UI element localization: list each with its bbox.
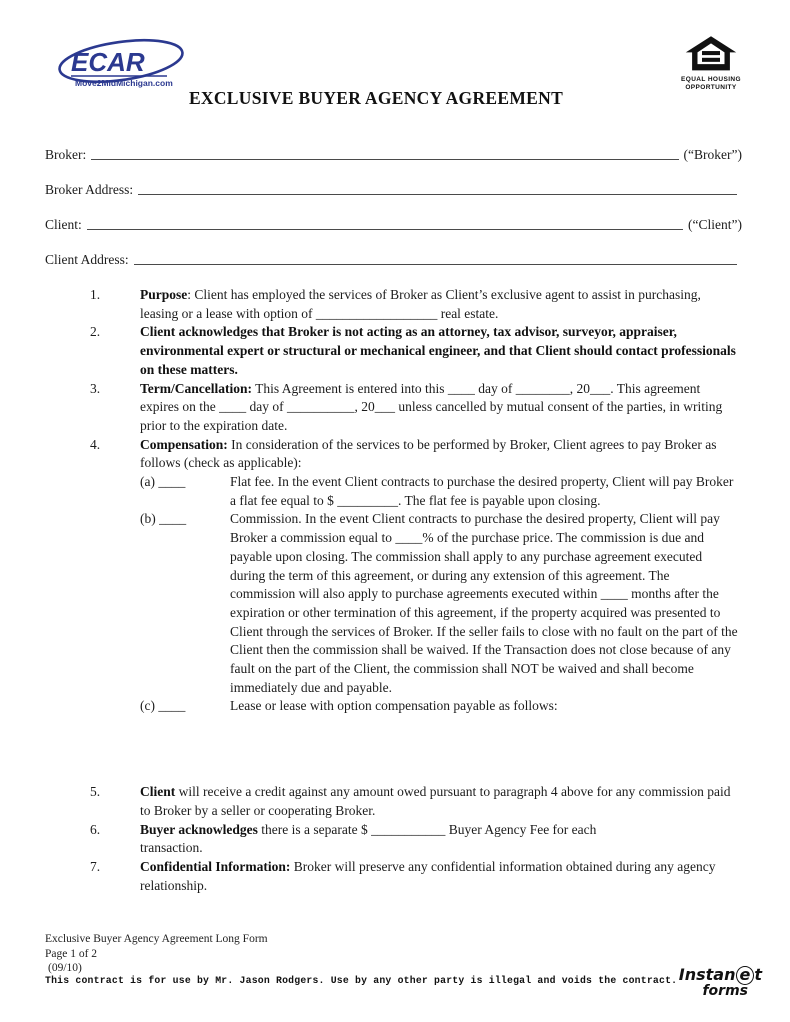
clause-number: 4. bbox=[90, 436, 101, 452]
broker-address-field-label: Broker Address: bbox=[45, 182, 134, 197]
sub-clause-text: Flat fee. In the event Client contracts to purchase the desired property, Client will pay Broker a flat fee equal to $ _________. The flat fee is payable upon closing. bbox=[230, 474, 734, 508]
ecar-logo-text: ECAR bbox=[71, 47, 145, 77]
clause-number: 1. bbox=[90, 287, 101, 302]
equal-housing-house-icon bbox=[684, 36, 738, 76]
client-address-field-row bbox=[45, 248, 742, 268]
party-fields bbox=[45, 143, 742, 283]
sub-clause-text: Commission. In the event Client contracts to purchase the desired property, Client will pay Broker a commission equal to ____% of the purchase price. The commission is due and payable upon closing. The commission shall apply to any purchase agreement executed during the term of this agreement, or during any extension of this agreement. The commission will also apply to purchase agreements executed within ____ months after the expiration or other termination of this agreement, if the property acquired was presented to Client through the services of Broker. If the seller fails to close with no fault on the part of the Client then the commission shall be waived. If the Transaction does not close because of any fault on the part of the Client, the commission shall NOT be waived and shall become immediately due and payable. bbox=[230, 511, 738, 695]
client-field-suffix: (“Client”) bbox=[688, 217, 742, 232]
instanet-logo-line2: forms bbox=[702, 983, 748, 999]
clause-text: Term/Cancellation: This Agreement is entered into this ____ day of ________, 20___. This agreement expires on the ____ day of __________, 20___ unless cancelled by mutual consent of the parties, in writing prior to the expiration date. bbox=[140, 380, 723, 433]
clause-text: Buyer acknowledges there is a separate $ ___________ Buyer Agency Fee for each transaction. bbox=[140, 821, 597, 856]
broker-field-row bbox=[45, 143, 742, 163]
clause-4b-commission bbox=[140, 510, 738, 697]
clause-7-confidential-information bbox=[90, 858, 738, 895]
clause-number: 3. bbox=[90, 380, 101, 396]
footer-form-info bbox=[45, 932, 268, 976]
footer-license-notice: This contract is for use by Mr. Jason Rodgers. Use by any other party is illegal and voids the contract. bbox=[45, 975, 678, 986]
sub-clause-label: (a) ____ bbox=[140, 474, 186, 490]
clause-list bbox=[90, 286, 738, 895]
clause-text: Client will receive a credit against any amount owed pursuant to paragraph 4 above for any commission paid to Broker by a seller or cooperating Broker. bbox=[140, 784, 731, 818]
ecar-logo-tagline: Move2MidMichigan.com bbox=[75, 78, 173, 88]
clause-number: 5. bbox=[90, 784, 101, 800]
equal-housing-label-line2: OPPORTUNITY bbox=[685, 84, 737, 91]
instanet-logo-line1: Instan e t bbox=[678, 965, 762, 984]
broker-field-suffix: (“Broker”) bbox=[683, 147, 742, 162]
instanet-e-swirl-icon: e bbox=[736, 966, 754, 985]
footer-page-number: Page 1 of 2 bbox=[45, 947, 98, 960]
sub-clause-text: Lease or lease with option compensation payable as follows: bbox=[230, 698, 558, 714]
clause-2-acknowledgement bbox=[90, 323, 738, 379]
equal-housing-label-line1: EQUAL HOUSING bbox=[681, 76, 741, 83]
clause-text: Compensation: In consideration of the services to be performed by Broker, Client agrees to pay Broker as follows (check as applicable): bbox=[140, 436, 717, 471]
clause-number: 6. bbox=[90, 821, 101, 837]
client-field-label: Client: bbox=[45, 217, 82, 232]
clause-1-purpose bbox=[90, 286, 738, 323]
client-field-row bbox=[45, 213, 742, 233]
clause-text: Purpose: Client has employed the services of Broker as Client’s exclusive agent to assist in purchasing, leasing or a lease with option of __________________ real estate. bbox=[140, 287, 701, 321]
broker-address-fill-line bbox=[138, 183, 737, 195]
sub-clause-label: (c) ____ bbox=[140, 698, 186, 714]
clause-3-term-cancellation bbox=[90, 380, 738, 436]
footer-form-name: Exclusive Buyer Agency Agreement Long Form bbox=[45, 933, 268, 945]
clause-4c-lease-option bbox=[140, 697, 738, 716]
clause-number: 2. bbox=[90, 324, 101, 340]
client-address-fill-line bbox=[134, 253, 737, 265]
clause-text: Client acknowledges that Broker is not acting as an attorney, tax advisor, surveyor, appraiser, environmental expert or structural or mechanical engineer, and that Client should contact professionals on these matters. bbox=[140, 324, 736, 377]
footer-revision: (09/10) bbox=[48, 962, 82, 974]
page-title: EXCLUSIVE BUYER AGENCY AGREEMENT bbox=[188, 88, 564, 108]
clause-4a-flat-fee bbox=[140, 473, 738, 510]
instanet-forms-logo bbox=[679, 966, 762, 998]
sub-clause-label: (b) ____ bbox=[140, 511, 187, 527]
client-fill-line bbox=[87, 218, 683, 230]
equal-housing-logo bbox=[676, 36, 746, 92]
clause-5-credit bbox=[90, 783, 738, 820]
broker-field-label: Broker: bbox=[45, 147, 87, 162]
clause-text: Confidential Information: Broker will preserve any confidential information obtained during any agency relationship. bbox=[140, 858, 716, 893]
clause-6-buyer-agency-fee bbox=[90, 821, 738, 858]
clause-number: 7. bbox=[90, 858, 101, 874]
broker-fill-line bbox=[91, 148, 678, 160]
clause-4-compensation bbox=[90, 436, 738, 473]
broker-address-field-row bbox=[45, 178, 742, 198]
client-address-field-label: Client Address: bbox=[45, 252, 129, 267]
